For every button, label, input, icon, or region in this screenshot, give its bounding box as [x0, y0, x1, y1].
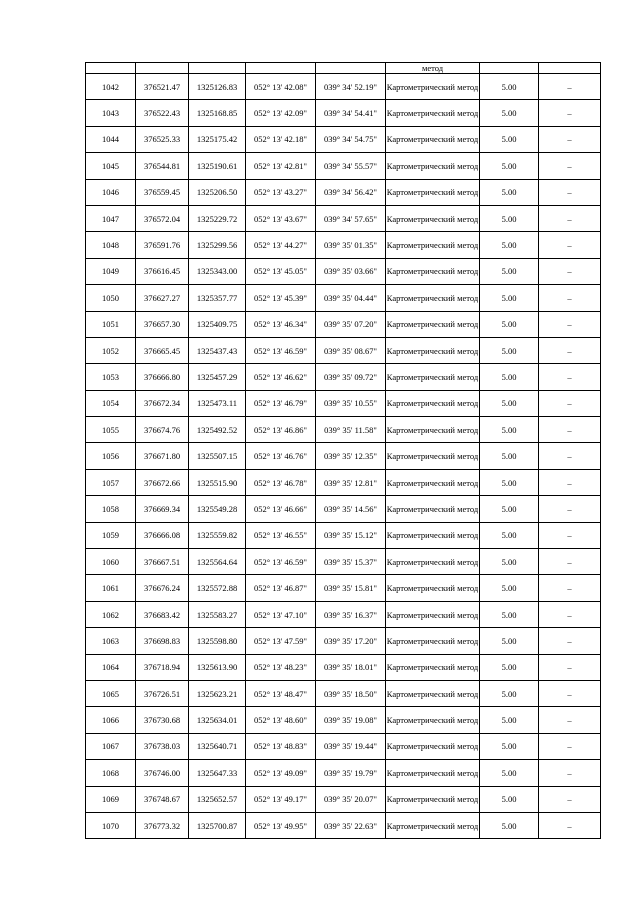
cell-description: –	[539, 126, 601, 152]
cell-accuracy: 5.00	[480, 812, 539, 838]
table-row	[86, 258, 601, 284]
cell-description: –	[539, 601, 601, 627]
cell-x-coordinate: 376665.45	[136, 337, 189, 363]
cell-point-number: 1049	[86, 258, 136, 284]
cell-description: –	[539, 786, 601, 812]
cell-accuracy: 5.00	[480, 337, 539, 363]
cell-y-coordinate: 1325168.85	[189, 100, 246, 126]
cell-x-coordinate: 376525.33	[136, 126, 189, 152]
cell-point-number: 1069	[86, 786, 136, 812]
table-row	[86, 628, 601, 654]
cell-y-coordinate: 1325190.61	[189, 153, 246, 179]
cell-point-number: 1052	[86, 337, 136, 363]
cell-y-coordinate: 1325549.28	[189, 496, 246, 522]
table-row	[86, 786, 601, 812]
cell-longitude: 039° 35' 12.81"	[316, 469, 386, 495]
cell-longitude: 039° 35' 15.12"	[316, 522, 386, 548]
cell-latitude: 052° 13' 46.59"	[246, 549, 316, 575]
cell-latitude: 052° 13' 46.59"	[246, 337, 316, 363]
cell-longitude: 039° 35' 19.44"	[316, 733, 386, 759]
cell-description: –	[539, 285, 601, 311]
cell-description: –	[539, 707, 601, 733]
cell-accuracy: 5.00	[480, 285, 539, 311]
cell-x-coordinate: 376746.00	[136, 760, 189, 786]
cell-x-coordinate: 376666.08	[136, 522, 189, 548]
cell-description: –	[539, 496, 601, 522]
cell-x-coordinate: 376748.67	[136, 786, 189, 812]
cell-accuracy: 5.00	[480, 153, 539, 179]
cell-accuracy: 5.00	[480, 417, 539, 443]
cell-y-coordinate: 1325613.90	[189, 654, 246, 680]
cell-point-number: 1059	[86, 522, 136, 548]
cell-latitude: 052° 13' 47.59"	[246, 628, 316, 654]
cell-point-number: 1044	[86, 126, 136, 152]
cell-accuracy: 5.00	[480, 443, 539, 469]
cell-description: –	[539, 812, 601, 838]
cell-longitude: 039° 35' 20.07"	[316, 786, 386, 812]
cell-empty	[189, 63, 246, 74]
cell-y-coordinate: 1325343.00	[189, 258, 246, 284]
cell-point-number: 1066	[86, 707, 136, 733]
cell-description: –	[539, 311, 601, 337]
cell-y-coordinate: 1325437.43	[189, 337, 246, 363]
cell-method: Картометрический метод	[386, 680, 480, 706]
cell-description: –	[539, 549, 601, 575]
cell-y-coordinate: 1325299.56	[189, 232, 246, 258]
cell-longitude: 039° 35' 22.63"	[316, 812, 386, 838]
cell-method: Картометрический метод	[386, 311, 480, 337]
cell-empty	[480, 63, 539, 74]
cell-description: –	[539, 628, 601, 654]
cell-method: Картометрический метод	[386, 786, 480, 812]
cell-x-coordinate: 376521.47	[136, 74, 189, 100]
table-row	[86, 654, 601, 680]
cell-longitude: 039° 35' 15.81"	[316, 575, 386, 601]
cell-point-number: 1042	[86, 74, 136, 100]
cell-method: Картометрический метод	[386, 337, 480, 363]
cell-accuracy: 5.00	[480, 628, 539, 654]
cell-accuracy: 5.00	[480, 733, 539, 759]
table-row	[86, 601, 601, 627]
cell-accuracy: 5.00	[480, 469, 539, 495]
cell-accuracy: 5.00	[480, 390, 539, 416]
cell-latitude: 052° 13' 48.60"	[246, 707, 316, 733]
cell-longitude: 039° 35' 04.44"	[316, 285, 386, 311]
cell-longitude: 039° 35' 19.08"	[316, 707, 386, 733]
cell-point-number: 1067	[86, 733, 136, 759]
cell-point-number: 1046	[86, 179, 136, 205]
cell-longitude: 039° 35' 18.01"	[316, 654, 386, 680]
cell-method: Картометрический метод	[386, 258, 480, 284]
cell-point-number: 1058	[86, 496, 136, 522]
table-row	[86, 153, 601, 179]
table-row	[86, 390, 601, 416]
cell-latitude: 052° 13' 46.78"	[246, 469, 316, 495]
cell-x-coordinate: 376671.80	[136, 443, 189, 469]
table-row	[86, 285, 601, 311]
cell-method: Картометрический метод	[386, 654, 480, 680]
table-row	[86, 733, 601, 759]
cell-latitude: 052° 13' 46.87"	[246, 575, 316, 601]
cell-x-coordinate: 376669.34	[136, 496, 189, 522]
cell-longitude: 039° 35' 01.35"	[316, 232, 386, 258]
cell-x-coordinate: 376572.04	[136, 205, 189, 231]
cell-method: Картометрический метод	[386, 417, 480, 443]
cell-accuracy: 5.00	[480, 549, 539, 575]
cell-accuracy: 5.00	[480, 654, 539, 680]
cell-longitude: 039° 35' 10.55"	[316, 390, 386, 416]
cell-x-coordinate: 376738.03	[136, 733, 189, 759]
cell-description: –	[539, 469, 601, 495]
table-row	[86, 575, 601, 601]
cell-y-coordinate: 1325515.90	[189, 469, 246, 495]
cell-y-coordinate: 1325564.64	[189, 549, 246, 575]
cell-point-number: 1063	[86, 628, 136, 654]
cell-y-coordinate: 1325583.27	[189, 601, 246, 627]
cell-y-coordinate: 1325652.57	[189, 786, 246, 812]
cell-empty	[136, 63, 189, 74]
cell-x-coordinate: 376726.51	[136, 680, 189, 706]
cell-latitude: 052° 13' 46.66"	[246, 496, 316, 522]
cell-method: Картометрический метод	[386, 364, 480, 390]
cell-accuracy: 5.00	[480, 707, 539, 733]
cell-accuracy: 5.00	[480, 601, 539, 627]
cell-longitude: 039° 35' 03.66"	[316, 258, 386, 284]
table-row	[86, 443, 601, 469]
cell-method: Картометрический метод	[386, 733, 480, 759]
cell-y-coordinate: 1325634.01	[189, 707, 246, 733]
cell-x-coordinate: 376718.94	[136, 654, 189, 680]
table-row	[86, 311, 601, 337]
cell-accuracy: 5.00	[480, 522, 539, 548]
cell-method-tail: метод	[386, 63, 480, 74]
cell-description: –	[539, 205, 601, 231]
cell-empty	[539, 63, 601, 74]
cell-point-number: 1055	[86, 417, 136, 443]
cell-method: Картометрический метод	[386, 285, 480, 311]
cell-longitude: 039° 34' 54.75"	[316, 126, 386, 152]
coordinates-table	[85, 62, 601, 839]
table-row	[86, 232, 601, 258]
cell-latitude: 052° 13' 42.81"	[246, 153, 316, 179]
cell-method: Картометрический метод	[386, 74, 480, 100]
cell-point-number: 1060	[86, 549, 136, 575]
cell-latitude: 052° 13' 49.17"	[246, 786, 316, 812]
table-row	[86, 707, 601, 733]
cell-latitude: 052° 13' 46.55"	[246, 522, 316, 548]
cell-y-coordinate: 1325598.80	[189, 628, 246, 654]
table-row	[86, 417, 601, 443]
cell-latitude: 052° 13' 45.05"	[246, 258, 316, 284]
cell-latitude: 052° 13' 48.83"	[246, 733, 316, 759]
cell-description: –	[539, 100, 601, 126]
cell-description: –	[539, 575, 601, 601]
cell-longitude: 039° 35' 11.58"	[316, 417, 386, 443]
table-row	[86, 760, 601, 786]
cell-point-number: 1062	[86, 601, 136, 627]
cell-description: –	[539, 390, 601, 416]
table-row	[86, 74, 601, 100]
cell-method: Картометрический метод	[386, 601, 480, 627]
cell-description: –	[539, 443, 601, 469]
cell-method: Картометрический метод	[386, 126, 480, 152]
cell-y-coordinate: 1325457.29	[189, 364, 246, 390]
cell-longitude: 039° 35' 08.67"	[316, 337, 386, 363]
cell-latitude: 052° 13' 42.18"	[246, 126, 316, 152]
cell-description: –	[539, 364, 601, 390]
cell-accuracy: 5.00	[480, 232, 539, 258]
cell-x-coordinate: 376657.30	[136, 311, 189, 337]
cell-longitude: 039° 34' 57.65"	[316, 205, 386, 231]
cell-accuracy: 5.00	[480, 258, 539, 284]
cell-point-number: 1068	[86, 760, 136, 786]
cell-y-coordinate: 1325507.15	[189, 443, 246, 469]
cell-longitude: 039° 35' 18.50"	[316, 680, 386, 706]
cell-latitude: 052° 13' 49.95"	[246, 812, 316, 838]
cell-longitude: 039° 35' 16.37"	[316, 601, 386, 627]
cell-method: Картометрический метод	[386, 549, 480, 575]
cell-method: Картометрический метод	[386, 179, 480, 205]
cell-x-coordinate: 376627.27	[136, 285, 189, 311]
cell-accuracy: 5.00	[480, 760, 539, 786]
cell-y-coordinate: 1325126.83	[189, 74, 246, 100]
cell-description: –	[539, 654, 601, 680]
cell-description: –	[539, 74, 601, 100]
cell-accuracy: 5.00	[480, 205, 539, 231]
cell-x-coordinate: 376672.66	[136, 469, 189, 495]
cell-latitude: 052° 13' 49.09"	[246, 760, 316, 786]
cell-method: Картометрический метод	[386, 812, 480, 838]
cell-latitude: 052° 13' 48.47"	[246, 680, 316, 706]
cell-longitude: 039° 35' 12.35"	[316, 443, 386, 469]
cell-latitude: 052° 13' 47.10"	[246, 601, 316, 627]
cell-latitude: 052° 13' 46.62"	[246, 364, 316, 390]
cell-x-coordinate: 376698.83	[136, 628, 189, 654]
cell-x-coordinate: 376730.68	[136, 707, 189, 733]
table-row	[86, 100, 601, 126]
cell-point-number: 1054	[86, 390, 136, 416]
cell-x-coordinate: 376666.80	[136, 364, 189, 390]
cell-method: Картометрический метод	[386, 100, 480, 126]
table-row	[86, 812, 601, 838]
cell-method: Картометрический метод	[386, 153, 480, 179]
cell-latitude: 052° 13' 46.76"	[246, 443, 316, 469]
cell-method: Картометрический метод	[386, 522, 480, 548]
table-row	[86, 179, 601, 205]
cell-description: –	[539, 258, 601, 284]
cell-method: Картометрический метод	[386, 707, 480, 733]
cell-method: Картометрический метод	[386, 575, 480, 601]
cell-x-coordinate: 376544.81	[136, 153, 189, 179]
cell-description: –	[539, 417, 601, 443]
table-row	[86, 522, 601, 548]
cell-y-coordinate: 1325492.52	[189, 417, 246, 443]
cell-longitude: 039° 35' 07.20"	[316, 311, 386, 337]
cell-x-coordinate: 376672.34	[136, 390, 189, 416]
cell-latitude: 052° 13' 46.34"	[246, 311, 316, 337]
cell-method: Картометрический метод	[386, 232, 480, 258]
cell-x-coordinate: 376683.42	[136, 601, 189, 627]
cell-y-coordinate: 1325473.11	[189, 390, 246, 416]
table-row-continued	[86, 63, 601, 74]
cell-y-coordinate: 1325175.42	[189, 126, 246, 152]
cell-accuracy: 5.00	[480, 179, 539, 205]
cell-x-coordinate: 376522.43	[136, 100, 189, 126]
cell-x-coordinate: 376591.76	[136, 232, 189, 258]
cell-latitude: 052° 13' 42.08"	[246, 74, 316, 100]
cell-latitude: 052° 13' 48.23"	[246, 654, 316, 680]
cell-accuracy: 5.00	[480, 100, 539, 126]
cell-accuracy: 5.00	[480, 364, 539, 390]
cell-point-number: 1043	[86, 100, 136, 126]
cell-accuracy: 5.00	[480, 74, 539, 100]
cell-y-coordinate: 1325640.71	[189, 733, 246, 759]
cell-y-coordinate: 1325647.33	[189, 760, 246, 786]
cell-x-coordinate: 376773.32	[136, 812, 189, 838]
cell-description: –	[539, 153, 601, 179]
cell-point-number: 1048	[86, 232, 136, 258]
cell-latitude: 052° 13' 43.27"	[246, 179, 316, 205]
cell-latitude: 052° 13' 44.27"	[246, 232, 316, 258]
cell-accuracy: 5.00	[480, 786, 539, 812]
cell-point-number: 1061	[86, 575, 136, 601]
cell-longitude: 039° 35' 09.72"	[316, 364, 386, 390]
cell-x-coordinate: 376676.24	[136, 575, 189, 601]
cell-latitude: 052° 13' 46.86"	[246, 417, 316, 443]
table-row	[86, 680, 601, 706]
cell-point-number: 1064	[86, 654, 136, 680]
cell-accuracy: 5.00	[480, 126, 539, 152]
table-body	[86, 63, 601, 839]
table-row	[86, 337, 601, 363]
cell-accuracy: 5.00	[480, 575, 539, 601]
cell-empty	[86, 63, 136, 74]
cell-point-number: 1065	[86, 680, 136, 706]
cell-longitude: 039° 34' 55.57"	[316, 153, 386, 179]
cell-method: Картометрический метод	[386, 760, 480, 786]
cell-method: Картометрический метод	[386, 469, 480, 495]
cell-description: –	[539, 760, 601, 786]
cell-empty	[246, 63, 316, 74]
cell-point-number: 1045	[86, 153, 136, 179]
cell-method: Картометрический метод	[386, 443, 480, 469]
cell-description: –	[539, 680, 601, 706]
table-row	[86, 549, 601, 575]
cell-description: –	[539, 232, 601, 258]
table-row	[86, 205, 601, 231]
cell-method: Картометрический метод	[386, 205, 480, 231]
cell-point-number: 1056	[86, 443, 136, 469]
cell-point-number: 1047	[86, 205, 136, 231]
cell-point-number: 1050	[86, 285, 136, 311]
cell-latitude: 052° 13' 42.09"	[246, 100, 316, 126]
cell-x-coordinate: 376674.76	[136, 417, 189, 443]
cell-y-coordinate: 1325572.88	[189, 575, 246, 601]
cell-x-coordinate: 376559.45	[136, 179, 189, 205]
table-row	[86, 364, 601, 390]
cell-accuracy: 5.00	[480, 680, 539, 706]
cell-point-number: 1051	[86, 311, 136, 337]
cell-longitude: 039° 35' 15.37"	[316, 549, 386, 575]
cell-latitude: 052° 13' 43.67"	[246, 205, 316, 231]
cell-latitude: 052° 13' 45.39"	[246, 285, 316, 311]
cell-x-coordinate: 376616.45	[136, 258, 189, 284]
cell-y-coordinate: 1325229.72	[189, 205, 246, 231]
cell-y-coordinate: 1325357.77	[189, 285, 246, 311]
cell-y-coordinate: 1325700.87	[189, 812, 246, 838]
cell-longitude: 039° 34' 56.42"	[316, 179, 386, 205]
cell-description: –	[539, 179, 601, 205]
cell-point-number: 1057	[86, 469, 136, 495]
cell-empty	[316, 63, 386, 74]
cell-accuracy: 5.00	[480, 496, 539, 522]
cell-latitude: 052° 13' 46.79"	[246, 390, 316, 416]
cell-point-number: 1070	[86, 812, 136, 838]
cell-y-coordinate: 1325206.50	[189, 179, 246, 205]
cell-method: Картометрический метод	[386, 628, 480, 654]
cell-y-coordinate: 1325559.82	[189, 522, 246, 548]
cell-y-coordinate: 1325409.75	[189, 311, 246, 337]
cell-description: –	[539, 522, 601, 548]
cell-accuracy: 5.00	[480, 311, 539, 337]
table-row	[86, 496, 601, 522]
table-row	[86, 469, 601, 495]
cell-description: –	[539, 733, 601, 759]
cell-longitude: 039° 35' 17.20"	[316, 628, 386, 654]
cell-longitude: 039° 34' 52.19"	[316, 74, 386, 100]
cell-x-coordinate: 376667.51	[136, 549, 189, 575]
cell-description: –	[539, 337, 601, 363]
cell-longitude: 039° 34' 54.41"	[316, 100, 386, 126]
cell-longitude: 039° 35' 19.79"	[316, 760, 386, 786]
cell-method: Картометрический метод	[386, 390, 480, 416]
cell-longitude: 039° 35' 14.56"	[316, 496, 386, 522]
cell-method: Картометрический метод	[386, 496, 480, 522]
table-row	[86, 126, 601, 152]
cell-y-coordinate: 1325623.21	[189, 680, 246, 706]
cell-point-number: 1053	[86, 364, 136, 390]
